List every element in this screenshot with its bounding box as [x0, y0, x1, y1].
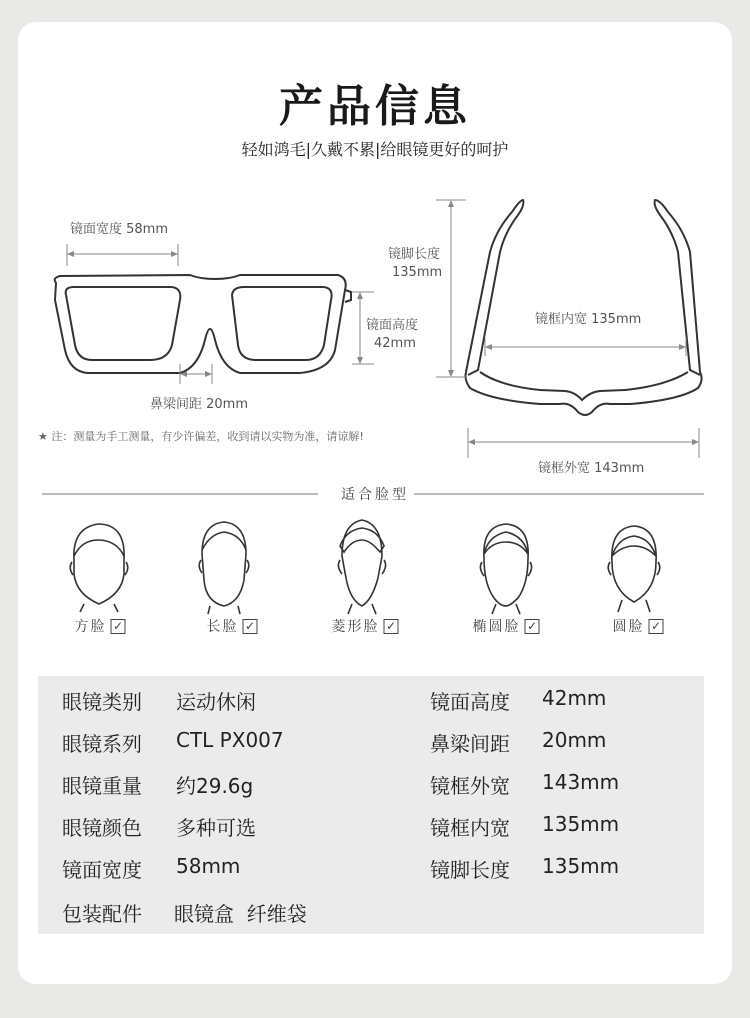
spec-left-label: 眼镜重量 — [62, 774, 142, 798]
spec-right-label: 镜框内宽 — [430, 816, 510, 840]
bridge-width-label: 鼻梁间距 20mm — [150, 397, 249, 412]
checkbox-icon: ✓ — [384, 619, 399, 634]
face-shapes — [70, 520, 660, 614]
spec-right-value: 20mm — [542, 728, 607, 752]
spec-left-label: 包装配件 — [62, 902, 142, 926]
checkbox-icon: ✓ — [649, 619, 664, 634]
diamond-face-icon — [338, 520, 385, 614]
face-label-oval: 椭圆脸 ✓ — [473, 616, 540, 636]
checkbox-icon: ✓ — [525, 619, 540, 634]
spec-right-label: 鼻梁间距 — [430, 732, 510, 756]
face-section-title: 适合脸型 — [341, 487, 409, 503]
face-label-diamond: 菱形脸 ✓ — [332, 616, 399, 636]
page-title: 产品信息 — [279, 81, 471, 132]
spec-left-value: 58mm — [176, 854, 241, 878]
lens-width-label: 镜面宽度 58mm — [70, 222, 169, 237]
square-face-icon — [70, 524, 128, 612]
spec-left-label: 眼镜颜色 — [62, 816, 142, 840]
checkbox-icon: ✓ — [243, 619, 258, 634]
measurement-note: ★ 注：测量为手工测量，有少许偏差，收到请以实物为准，请谅解! — [38, 430, 364, 443]
glasses-front-view — [55, 275, 351, 373]
spec-left-value: 运动休闲 — [176, 690, 256, 714]
glasses-top-view — [466, 200, 702, 415]
frame-outer-width-label: 镜框外宽 143mm — [538, 461, 645, 476]
long-face-icon — [199, 522, 249, 614]
lens-height-value: 42mm — [374, 336, 416, 351]
oval-face-icon — [480, 524, 531, 614]
face-label-long: 长脸 ✓ — [207, 616, 258, 636]
lens-height-label: 镜面高度 — [366, 318, 419, 333]
spec-right-label: 镜面高度 — [430, 690, 510, 714]
checkbox-icon: ✓ — [111, 619, 126, 634]
round-face-icon — [608, 526, 660, 612]
spec-left-value: CTL PX007 — [176, 728, 284, 752]
temple-length-label: 镜脚长度 — [388, 247, 441, 262]
spec-right-label: 镜框外宽 — [430, 774, 510, 798]
spec-left-label: 眼镜系列 — [62, 732, 142, 756]
spec-left-value: 约29.6g — [176, 774, 254, 798]
spec-left-label: 眼镜类别 — [62, 690, 142, 714]
face-label-square: 方脸 ✓ — [75, 616, 126, 636]
spec-right-label: 镜脚长度 — [430, 858, 510, 882]
temple-length-value: 135mm — [392, 265, 443, 280]
spec-left-label: 镜面宽度 — [62, 858, 142, 882]
spec-left-value: 多种可选 — [176, 816, 256, 840]
spec-right-value: 135mm — [542, 854, 620, 878]
spec-left-value: 眼镜盒 纤维袋 — [174, 902, 307, 926]
spec-right-value: 42mm — [542, 686, 607, 710]
spec-right-value: 135mm — [542, 812, 620, 836]
page-subtitle: 轻如鸿毛|久戴不累|给眼镜更好的呵护 — [241, 140, 509, 159]
frame-inner-width-label: 镜框内宽 135mm — [535, 312, 642, 327]
face-label-round: 圆脸 ✓ — [613, 616, 664, 636]
spec-right-value: 143mm — [542, 770, 620, 794]
